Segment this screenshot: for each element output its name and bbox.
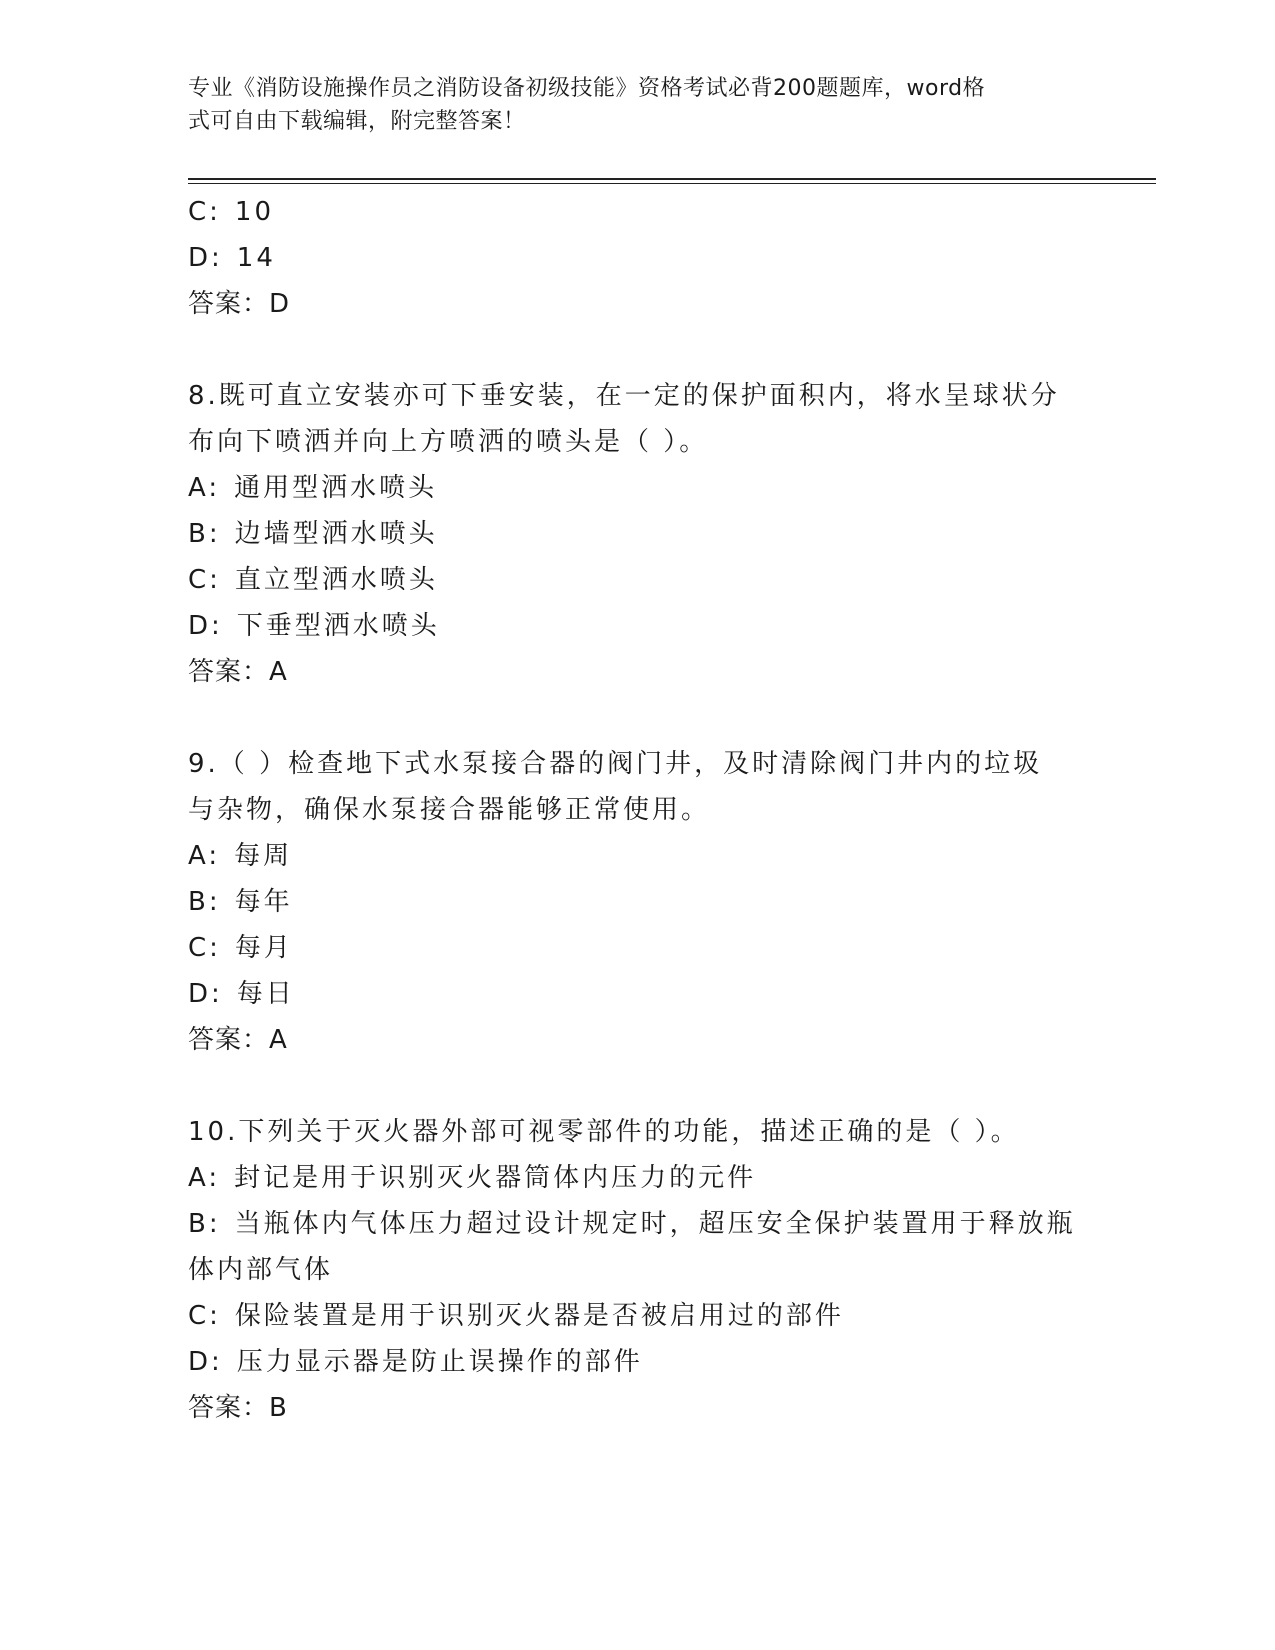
- option-letter: C:: [188, 197, 221, 227]
- option-d: [188, 603, 1088, 649]
- option-d: [188, 235, 1088, 281]
- option-c: [188, 925, 1088, 971]
- question-stem-line: 8.既可直立安装亦可下垂安装，在一定的保护面积内，将水呈球状分: [188, 381, 1060, 411]
- option-a: [188, 465, 1088, 511]
- question-stem-line: 与杂物，确保水泵接合器能够正常使用。: [188, 795, 711, 825]
- header-rule-thick: [188, 178, 1156, 180]
- option-d: [188, 1339, 1088, 1385]
- option-letter: C:: [188, 1301, 221, 1331]
- answer: 答案：D: [188, 289, 291, 319]
- option-text: 每日: [236, 979, 295, 1009]
- option-a: [188, 833, 1088, 879]
- header-line-2: 式可自由下载编辑，附完整答案！: [188, 109, 526, 134]
- option-text: 封记是用于识别灭火器筒体内压力的元件: [234, 1163, 757, 1193]
- option-c: [188, 1293, 1088, 1339]
- option-text: 通用型洒水喷头: [234, 473, 438, 503]
- option-text: 每周: [234, 841, 293, 871]
- option-text: 直立型洒水喷头: [234, 565, 438, 595]
- option-c: [188, 557, 1088, 603]
- option-letter: A:: [188, 841, 221, 871]
- option-text: 10: [234, 197, 275, 227]
- option-letter: B:: [188, 887, 221, 917]
- option-text: 保险装置是用于识别灭火器是否被启用过的部件: [234, 1301, 844, 1331]
- answer: 答案：B: [188, 1393, 288, 1423]
- option-letter: D:: [188, 611, 223, 641]
- option-a: [188, 1155, 1088, 1201]
- document-header: [188, 72, 1068, 138]
- option-d: [188, 971, 1088, 1017]
- option-letter: A:: [188, 1163, 221, 1193]
- option-letter: D:: [188, 243, 223, 273]
- option-text: 下垂型洒水喷头: [236, 611, 440, 641]
- option-letter: B:: [188, 1209, 221, 1239]
- question-stem-line: 10.下列关于灭火器外部可视零部件的功能，描述正确的是（ ）。: [188, 1117, 1020, 1147]
- option-letter: C:: [188, 565, 221, 595]
- option-b-continuation: 体内部气体: [188, 1255, 334, 1285]
- question-stem-line: 9.（ ）检查地下式水泵接合器的阀门井，及时清除阀门井内的垃圾: [188, 749, 1043, 779]
- option-text: 压力显示器是防止误操作的部件: [236, 1347, 643, 1377]
- option-letter: D:: [188, 979, 223, 1009]
- question-10: [188, 1109, 1088, 1431]
- option-b: [188, 511, 1088, 557]
- option-b: [188, 1201, 1088, 1247]
- header-rule-thin: [188, 183, 1156, 184]
- option-text: 边墙型洒水喷头: [234, 519, 438, 549]
- answer: 答案：A: [188, 1025, 288, 1055]
- option-letter: B:: [188, 519, 221, 549]
- question-9: [188, 741, 1088, 1063]
- answer: 答案：A: [188, 657, 288, 687]
- prev-question: [188, 189, 1088, 327]
- question-content: [188, 189, 1088, 1431]
- option-b: [188, 879, 1088, 925]
- question-stem-line: 布向下喷洒并向上方喷洒的喷头是（ ）。: [188, 427, 709, 457]
- option-letter: D:: [188, 1347, 223, 1377]
- option-text: 当瓶体内气体压力超过设计规定时，超压安全保护装置用于释放瓶: [234, 1209, 1076, 1239]
- option-text: 14: [236, 243, 276, 273]
- option-letter: A:: [188, 473, 221, 503]
- option-letter: C:: [188, 933, 221, 963]
- option-text: 每年: [234, 887, 293, 917]
- option-text: 每月: [234, 933, 293, 963]
- option-c: [188, 189, 1088, 235]
- header-line-1: 专业《消防设施操作员之消防设备初级技能》资格考试必背200题题库，word格: [188, 76, 986, 101]
- question-8: [188, 373, 1088, 695]
